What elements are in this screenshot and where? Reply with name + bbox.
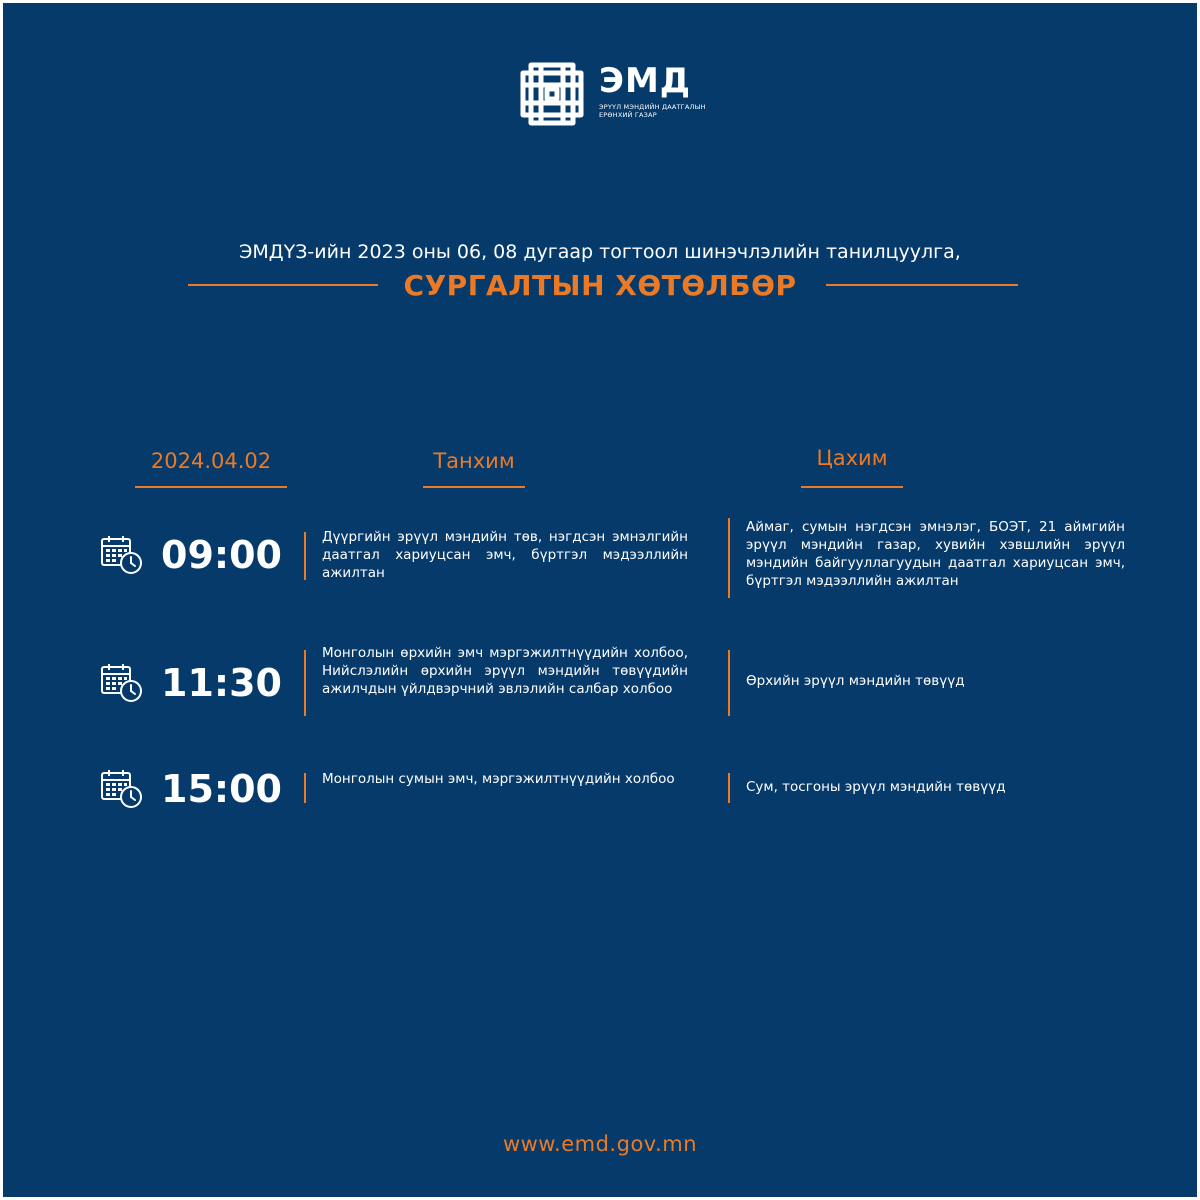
session-online-audience: Аймаг, сумын нэгдсэн эмнэлэг, БОЭТ, 21 аймгийн эрүүл мэндийн газар, хувийн хэвшлийн эрүүл мэндийн байгууллагуудын даатгал хариуцсан эмч, бүртгэл мэдээллийн ажилтан bbox=[746, 519, 1125, 589]
session-in-person-audience: Монголын өрхийн эмч мэргэжилтнүүдийн холбоо, Нийслэлийн өрхийн эрүүл мэндийн төвүүдийн ажилчдын үйлдвэрчний эвлэлийн салбар холбоо bbox=[322, 645, 688, 697]
session-in-person-audience: Монголын сумын эмч, мэргэжилтнүүдийн холбоо bbox=[322, 771, 675, 787]
session-time: 11:30 bbox=[161, 661, 282, 705]
in-person-underline bbox=[423, 486, 525, 488]
date-underline bbox=[135, 486, 287, 488]
logo-text: ЭМД bbox=[599, 61, 692, 101]
calendar-clock-icon bbox=[100, 534, 144, 576]
divider-bar bbox=[728, 518, 730, 598]
poster bbox=[3, 3, 1197, 1197]
page-title: СУРГАЛТЫН ХӨТӨЛБӨР bbox=[403, 269, 797, 302]
session-time: 09:00 bbox=[161, 533, 282, 577]
online-underline bbox=[801, 486, 903, 488]
website-url[interactable]: www.emd.gov.mn bbox=[502, 1132, 698, 1156]
session-online-audience: Өрхийн эрүүл мэндийн төвүүд bbox=[746, 673, 965, 689]
divider-bar bbox=[304, 532, 306, 580]
online-heading: Цахим bbox=[816, 446, 888, 470]
calendar-clock-icon bbox=[100, 662, 144, 704]
in-person-heading: Танхим bbox=[433, 449, 515, 473]
date-heading: 2024.04.02 bbox=[150, 449, 272, 473]
logo bbox=[517, 59, 707, 131]
endless-knot-icon bbox=[517, 59, 587, 129]
session-online-audience: Сум, тосгоны эрүүл мэндийн төвүүд bbox=[746, 779, 1006, 795]
logo-subtitle: ЭРҮҮЛ МЭНДИЙН ДААТГАЛЫН ЕРӨНХИЙ ГАЗАР bbox=[599, 103, 706, 119]
header-subtitle: ЭМДҮЗ-ийн 2023 оны 06, 08 дугаар тогтоол шинэчлэлийн танилцуулга, bbox=[239, 241, 961, 263]
session-time: 15:00 bbox=[161, 767, 282, 811]
divider-bar bbox=[304, 650, 306, 716]
divider-bar bbox=[728, 650, 730, 716]
divider-bar bbox=[304, 773, 306, 803]
session-in-person-audience: Дүүргийн эрүүл мэндийн төв, нэгдсэн эмнэлгийн даатгал хариуцсан эмч, бүртгэл мэдээллийн ажилтан bbox=[322, 529, 688, 581]
title-divider-right bbox=[826, 284, 1018, 286]
calendar-clock-icon bbox=[100, 768, 144, 810]
divider-bar bbox=[728, 773, 730, 803]
